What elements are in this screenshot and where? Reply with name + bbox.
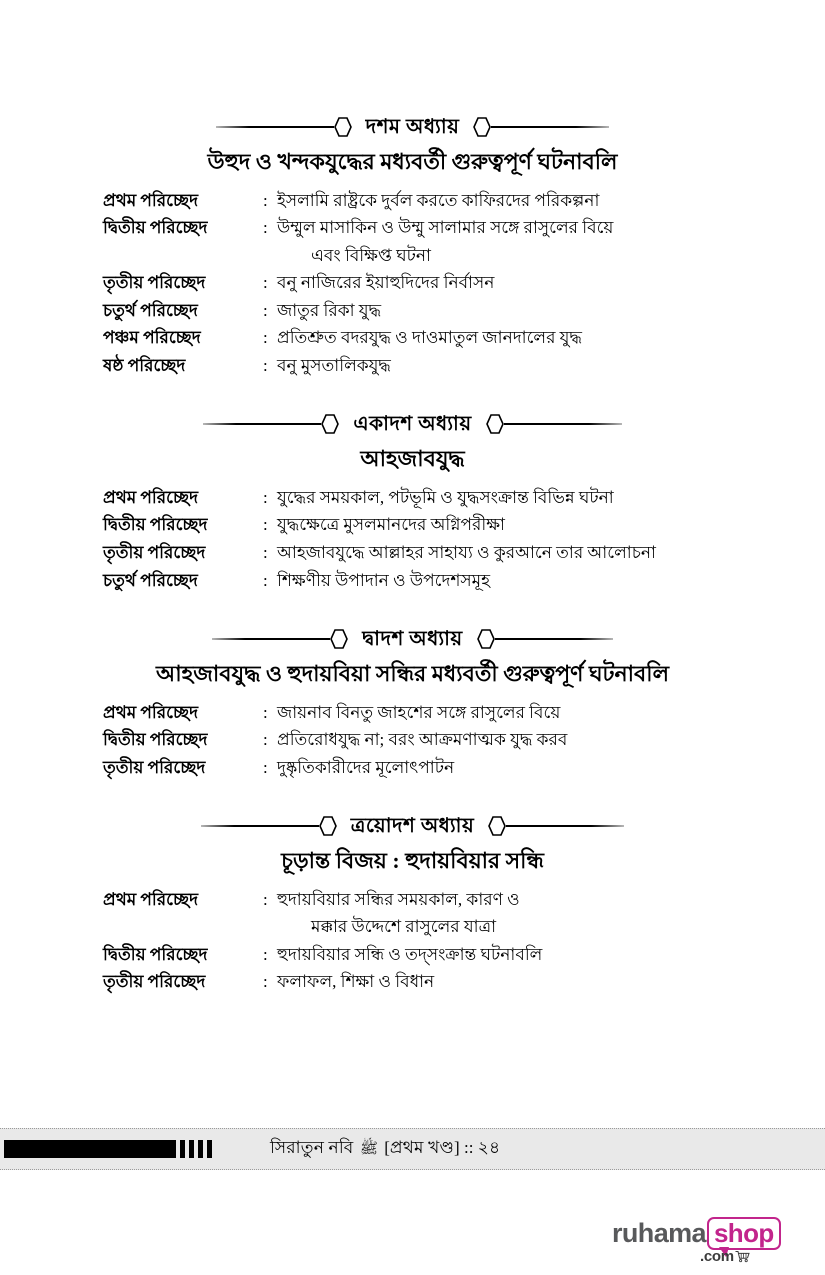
section-colon: : [263, 328, 268, 348]
section-title-line1: প্রতিশ্রুত বদরযুদ্ধ ও দাওমাতুল জানদালের যুদ্ধ [277, 328, 582, 348]
section-title-line1: হুদায়বিয়ার সন্ধি ও তদ্‌সংক্রান্ত ঘটনাবলি [277, 944, 543, 964]
section-list [0, 699, 825, 782]
section-label: তৃতীয় পরিচ্ছেদ [103, 757, 206, 777]
section-title [277, 968, 825, 996]
spacer [0, 379, 825, 409]
section-title-line1: যুদ্ধক্ষেত্রে মুসলমানদের অগ্নিপরীক্ষা [277, 515, 505, 535]
section-title [277, 269, 825, 297]
section-list [0, 484, 825, 594]
section-title-line2: মক্কার উদ্দেশে রাসুলের যাত্রা [311, 917, 497, 937]
footer-bar-stripe [207, 1140, 212, 1158]
footer-bar-stripe [189, 1140, 194, 1158]
chapter-title: আহজাবযুদ্ধ [360, 446, 465, 472]
section-colon: : [263, 889, 268, 909]
watermark-logo [612, 1218, 802, 1270]
section-label: দ্বিতীয় পরিচ্ছেদ [103, 730, 208, 750]
chapter-divider [0, 112, 825, 142]
section-title-line1: আহজাবযুদ্ধে আল্লাহর সাহায্য ও কুরআনে তার আলোচনা [277, 542, 656, 562]
hexagon-icon [488, 816, 506, 836]
section-title-line1: হুদায়বিয়ার সন্ধির সময়কাল, কারণ ও [277, 889, 520, 909]
hexagon-icon [319, 816, 337, 836]
section-title-line1: জায়নাব বিনতু জাহশের সঙ্গে রাসুলের বিয়ে [277, 702, 561, 722]
section-title [277, 187, 825, 215]
section-label: দ্বিতীয় পরিচ্ছেদ [103, 515, 208, 535]
section-title [277, 886, 825, 941]
section-title-line1: শিক্ষণীয় উপাদান ও উপদেশসমূহ [277, 570, 491, 590]
chapter-block [0, 112, 825, 379]
section-title [277, 324, 825, 352]
chapter-divider [0, 409, 825, 439]
hexagon-icon [477, 629, 495, 649]
section-label: চতুর্থ পরিচ্ছেদ [103, 570, 198, 590]
section-title-line2: এবং বিক্ষিপ্ত ঘটনা [311, 245, 431, 265]
footer-page-number: ২৪ [477, 1138, 501, 1157]
section-title-line1: বনু নাজিরের ইয়াহুদিদের নির্বাসন [277, 273, 495, 293]
chapter-title: আহজাবযুদ্ধ ও হুদায়বিয়া সন্ধির মধ্যবর্তী গুরুত্বপূর্ণ ঘটনাবলি [156, 661, 669, 687]
page-footer [0, 1128, 825, 1170]
divider-line-left [201, 825, 319, 827]
section-row [0, 352, 825, 380]
section-title [277, 484, 825, 512]
logo-domain [700, 1248, 750, 1265]
section-title [277, 726, 825, 754]
chapter-number: একাদশ অধ্যায় [353, 413, 472, 436]
section-row [0, 269, 825, 297]
section-colon: : [263, 355, 268, 375]
section-title [277, 539, 825, 567]
section-label: দ্বিতীয় পরিচ্ছেদ [103, 218, 208, 238]
section-colon: : [263, 972, 268, 992]
section-title [277, 511, 825, 539]
section-title [277, 754, 825, 782]
section-row [0, 324, 825, 352]
section-colon: : [263, 542, 268, 562]
sallallahu-glyph: ﷺ [359, 1141, 378, 1157]
hexagon-icon [321, 414, 339, 434]
spacer [0, 781, 825, 811]
section-label: ষষ্ঠ পরিচ্ছেদ [103, 355, 186, 375]
divider-line-left [212, 638, 330, 640]
section-row [0, 214, 825, 269]
chapter-number: ত্রয়োদশ অধ্যায় [350, 815, 475, 838]
logo-brand-secondary: shop [713, 1217, 774, 1248]
section-title [277, 352, 825, 380]
section-colon: : [263, 730, 268, 750]
logo-wordmark [612, 1218, 802, 1248]
divider-line-right [506, 825, 624, 827]
section-colon: : [263, 190, 268, 210]
section-list [0, 886, 825, 996]
footer-bar-stripe [198, 1140, 203, 1158]
section-row [0, 699, 825, 727]
footer-bar-stripe [180, 1140, 185, 1158]
section-title-line1: প্রতিরোধযুদ্ধ না; বরং আক্রমণাত্মক যুদ্ধ করব [277, 730, 568, 750]
footer-book-title: সিরাতুন নবি [270, 1138, 354, 1157]
section-row [0, 511, 825, 539]
section-colon: : [263, 944, 268, 964]
chapter-block [0, 624, 825, 781]
shopping-cart-icon [735, 1250, 750, 1263]
section-title-line1: ফলাফল, শিক্ষা ও বিধান [277, 972, 435, 992]
section-title [277, 297, 825, 325]
footer-volume: [প্রথম খণ্ড] [384, 1138, 460, 1157]
section-row [0, 968, 825, 996]
section-title [277, 214, 825, 269]
divider-line-right [491, 126, 609, 128]
section-row [0, 754, 825, 782]
section-title [277, 941, 825, 969]
hexagon-icon [473, 117, 491, 137]
section-title [277, 567, 825, 595]
section-row [0, 187, 825, 215]
divider-line-left [203, 423, 321, 425]
section-title-line1: যুদ্ধের সময়কাল, পটভূমি ও যুদ্ধসংক্রান্ত বিভিন্ন ঘটনা [277, 487, 614, 507]
section-row [0, 726, 825, 754]
hexagon-icon [330, 629, 348, 649]
section-label: তৃতীয় পরিচ্ছেদ [103, 273, 206, 293]
section-row [0, 941, 825, 969]
section-row [0, 539, 825, 567]
chapter-number: দ্বাদশ অধ্যায় [362, 628, 463, 651]
footer-decorative-bar [4, 1140, 212, 1158]
divider-line-right [504, 423, 622, 425]
divider-line-right [495, 638, 613, 640]
section-label: চতুর্থ পরিচ্ছেদ [103, 300, 198, 320]
section-row [0, 297, 825, 325]
hexagon-icon [486, 414, 504, 434]
section-title-line1: বনু মুসতালিকযুদ্ধ [277, 355, 391, 375]
section-title-line1: দুষ্কৃতিকারীদের মূলোৎপাটন [277, 757, 455, 777]
logo-brand-badge [707, 1217, 781, 1250]
section-label: প্রথম পরিচ্ছেদ [103, 190, 198, 210]
section-title-line1: ইসলামি রাষ্ট্রকে দুর্বল করতে কাফিরদের পরিকল্পনা [277, 190, 600, 210]
logo-brand-primary: ruhama [612, 1217, 706, 1248]
section-row [0, 484, 825, 512]
section-colon: : [263, 487, 268, 507]
chapter-title: উহুদ ও খন্দকযুদ্ধের মধ্যবর্তী গুরুত্বপূর্ণ ঘটনাবলি [207, 149, 618, 174]
section-label: প্রথম পরিচ্ছেদ [103, 702, 198, 722]
table-of-contents [0, 112, 825, 996]
chapter-block [0, 811, 825, 996]
chapter-number: দশম অধ্যায় [365, 116, 460, 138]
logo-domain-text: .com [700, 1248, 734, 1265]
section-label: দ্বিতীয় পরিচ্ছেদ [103, 944, 208, 964]
section-list [0, 187, 825, 380]
section-label: পঞ্চম পরিচ্ছেদ [103, 328, 201, 348]
section-title [277, 699, 825, 727]
footer-caption [270, 1135, 500, 1163]
section-row [0, 567, 825, 595]
chapter-divider [0, 811, 825, 841]
section-label: তৃতীয় পরিচ্ছেদ [103, 972, 206, 992]
section-row [0, 886, 825, 941]
section-title-line1: জাতুর রিকা যুদ্ধ [277, 300, 382, 320]
section-label: প্রথম পরিচ্ছেদ [103, 487, 198, 507]
section-label: তৃতীয় পরিচ্ছেদ [103, 542, 206, 562]
section-colon: : [263, 273, 268, 293]
section-colon: : [263, 300, 268, 320]
section-colon: : [263, 515, 268, 535]
section-title-line1: উম্মুল মাসাকিন ও উম্মু সালামার সঙ্গে রাসুলের বিয়ে [277, 218, 614, 238]
section-colon: : [263, 702, 268, 722]
footer-separator: :: [463, 1138, 474, 1157]
footer-bar-solid [4, 1140, 176, 1158]
chapter-block [0, 409, 825, 594]
spacer [0, 594, 825, 624]
chapter-divider [0, 624, 825, 654]
section-colon: : [263, 218, 268, 238]
section-label: প্রথম পরিচ্ছেদ [103, 889, 198, 909]
section-colon: : [263, 757, 268, 777]
divider-line-left [216, 126, 334, 128]
hexagon-icon [334, 117, 352, 137]
chapter-title: চূড়ান্ত বিজয় : হুদায়বিয়ার সন্ধি [281, 848, 544, 874]
section-colon: : [263, 570, 268, 590]
